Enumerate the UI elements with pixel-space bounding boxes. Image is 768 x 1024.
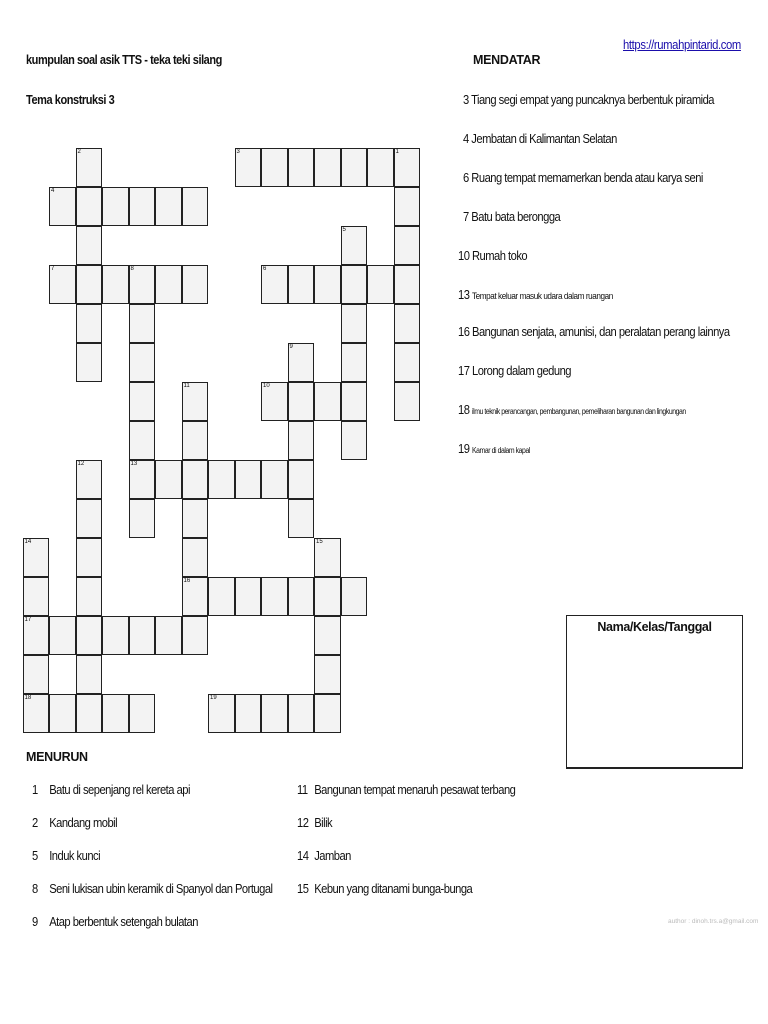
crossword-cell[interactable]	[23, 538, 50, 577]
crossword-cell[interactable]	[102, 694, 129, 733]
crossword-cell[interactable]	[288, 694, 315, 733]
crossword-cell[interactable]	[288, 265, 315, 304]
across-clue: 7 Batu bata berongga	[463, 209, 561, 224]
crossword-cell[interactable]	[314, 694, 341, 733]
crossword-cell[interactable]	[182, 187, 209, 226]
website-link[interactable]: https://rumahpintarid.com	[623, 38, 741, 52]
crossword-cell[interactable]	[155, 187, 182, 226]
crossword-cell[interactable]	[394, 304, 421, 343]
cell-number: 12	[77, 461, 85, 467]
across-clue: 16 Bangunan senjata, amunisi, dan peralatan perang lainnya	[458, 324, 730, 339]
cell-number: 8	[130, 266, 134, 272]
cell-number: 14	[24, 539, 32, 545]
cell-number: 4	[51, 188, 55, 194]
crossword-cell[interactable]	[341, 148, 368, 187]
cell-number: 11	[183, 383, 190, 389]
cell-number: 19	[210, 695, 217, 701]
crossword-cell[interactable]	[76, 343, 103, 382]
crossword-cell[interactable]	[182, 577, 209, 616]
crossword-cell[interactable]	[76, 460, 103, 499]
crossword-cell[interactable]	[129, 460, 156, 499]
crossword-cell[interactable]	[367, 265, 394, 304]
crossword-cell[interactable]	[182, 616, 209, 655]
cell-number: 7	[51, 266, 55, 272]
crossword-cell[interactable]	[314, 265, 341, 304]
crossword-cell[interactable]	[102, 187, 129, 226]
crossword-cell[interactable]	[129, 499, 156, 538]
crossword-cell[interactable]	[76, 304, 103, 343]
crossword-cell[interactable]	[208, 460, 235, 499]
crossword-cell[interactable]	[76, 655, 103, 694]
crossword-cell[interactable]	[341, 382, 368, 421]
crossword-cell[interactable]	[367, 148, 394, 187]
cell-number: 1	[395, 149, 399, 155]
crossword-cell[interactable]	[314, 616, 341, 655]
cell-number: 5	[342, 227, 346, 233]
crossword-cell[interactable]	[182, 460, 209, 499]
crossword-cell[interactable]	[288, 382, 315, 421]
crossword-cell[interactable]	[288, 499, 315, 538]
crossword-cell[interactable]	[208, 577, 235, 616]
cell-number: 10	[263, 383, 270, 389]
crossword-cell[interactable]	[76, 577, 103, 616]
author-credit: author : dinoh.trs.a@gmail.com	[668, 918, 759, 925]
crossword-cell[interactable]	[182, 421, 209, 460]
crossword-cell[interactable]	[235, 148, 262, 187]
name-class-date-box[interactable]	[566, 615, 743, 769]
crossword-cell[interactable]	[76, 616, 103, 655]
crossword-cell[interactable]	[341, 265, 368, 304]
crossword-cell[interactable]	[261, 382, 288, 421]
cell-number: 15	[316, 539, 323, 545]
crossword-cell[interactable]	[314, 655, 341, 694]
theme-label: Tema konstruksi 3	[26, 93, 115, 107]
cell-number: 17	[24, 617, 32, 623]
crossword-cell[interactable]	[23, 694, 50, 733]
crossword-cell[interactable]	[314, 148, 341, 187]
crossword-cell[interactable]	[102, 265, 129, 304]
crossword-cell[interactable]	[155, 616, 182, 655]
crossword-cell[interactable]	[155, 265, 182, 304]
crossword-cell[interactable]	[23, 577, 50, 616]
across-clue: 19 Kamar di dalam kapal	[458, 441, 530, 456]
crossword-cell[interactable]	[208, 694, 235, 733]
crossword-cell[interactable]	[261, 460, 288, 499]
crossword-cell[interactable]	[288, 421, 315, 460]
crossword-cell[interactable]	[102, 616, 129, 655]
crossword-cell[interactable]	[341, 577, 368, 616]
down-heading: MENURUN	[26, 750, 88, 764]
crossword-cell[interactable]	[129, 421, 156, 460]
crossword-cell[interactable]	[76, 265, 103, 304]
cell-number: 18	[24, 695, 32, 701]
crossword-cell[interactable]	[394, 343, 421, 382]
crossword-cell[interactable]	[129, 616, 156, 655]
crossword-cell[interactable]	[288, 577, 315, 616]
crossword-cell[interactable]	[182, 538, 209, 577]
crossword-cell[interactable]	[129, 304, 156, 343]
crossword-cell[interactable]	[23, 655, 50, 694]
crossword-cell[interactable]	[49, 694, 76, 733]
crossword-cell[interactable]	[129, 343, 156, 382]
cell-number: 6	[263, 266, 267, 272]
crossword-cell[interactable]	[261, 577, 288, 616]
crossword-cell[interactable]	[341, 304, 368, 343]
cell-number: 3	[236, 149, 240, 155]
across-clue: 3 Tiang segi empat yang puncaknya berbentuk piramida	[463, 92, 714, 107]
crossword-cell[interactable]	[341, 226, 368, 265]
crossword-cell[interactable]	[129, 265, 156, 304]
across-clue: 18 ilmu teknik perancangan, pembangunan, pemeliharan bangunan dan lingkungan	[458, 402, 686, 417]
across-clue: 10 Rumah toko	[458, 248, 528, 263]
crossword-cell[interactable]	[341, 343, 368, 382]
crossword-cell[interactable]	[182, 499, 209, 538]
crossword-cell[interactable]	[76, 499, 103, 538]
crossword-cell[interactable]	[314, 382, 341, 421]
crossword-cell[interactable]	[129, 694, 156, 733]
crossword-cell[interactable]	[394, 226, 421, 265]
crossword-cell[interactable]	[49, 265, 76, 304]
crossword-cell[interactable]	[129, 382, 156, 421]
crossword-cell[interactable]	[314, 577, 341, 616]
across-heading: MENDATAR	[473, 53, 541, 67]
crossword-cell[interactable]	[261, 265, 288, 304]
across-clue: 13 Tempat keluar masuk udara dalam ruangan	[458, 287, 613, 302]
crossword-cell[interactable]	[261, 148, 288, 187]
crossword-cell[interactable]	[235, 577, 262, 616]
crossword-cell[interactable]	[235, 694, 262, 733]
crossword-cell[interactable]	[49, 616, 76, 655]
crossword-cell[interactable]	[76, 694, 103, 733]
name-class-date-label: Nama/Kelas/Tanggal	[597, 620, 712, 634]
cell-number: 13	[130, 461, 138, 467]
crossword-cell[interactable]	[155, 460, 182, 499]
crossword-cell[interactable]	[76, 226, 103, 265]
crossword-cell[interactable]	[394, 265, 421, 304]
crossword-cell[interactable]	[23, 616, 50, 655]
crossword-cell[interactable]	[288, 460, 315, 499]
crossword-cell[interactable]	[182, 265, 209, 304]
crossword-cell[interactable]	[288, 343, 315, 382]
crossword-cell[interactable]	[76, 187, 103, 226]
across-clue: 6 Ruang tempat memamerkan benda atau karya seni	[463, 170, 703, 185]
crossword-cell[interactable]	[314, 538, 341, 577]
crossword-cell[interactable]	[76, 148, 103, 187]
page-title: kumpulan soal asik TTS - teka teki silang	[26, 53, 222, 67]
across-clue: 17 Lorong dalam gedung	[458, 363, 571, 378]
crossword-cell[interactable]	[341, 421, 368, 460]
crossword-cell[interactable]	[288, 148, 315, 187]
cell-number: 9	[289, 344, 293, 350]
crossword-cell[interactable]	[394, 148, 421, 187]
crossword-cell[interactable]	[49, 187, 76, 226]
crossword-cell[interactable]	[182, 382, 209, 421]
crossword-cell[interactable]	[235, 460, 262, 499]
crossword-cell[interactable]	[261, 694, 288, 733]
crossword-cell[interactable]	[394, 187, 421, 226]
crossword-cell[interactable]	[394, 382, 421, 421]
cell-number: 16	[183, 578, 191, 584]
across-clue: 4 Jembatan di Kalimantan Selatan	[463, 131, 617, 146]
cell-number: 2	[77, 149, 81, 155]
crossword-cell[interactable]	[129, 187, 156, 226]
crossword-cell[interactable]	[76, 538, 103, 577]
